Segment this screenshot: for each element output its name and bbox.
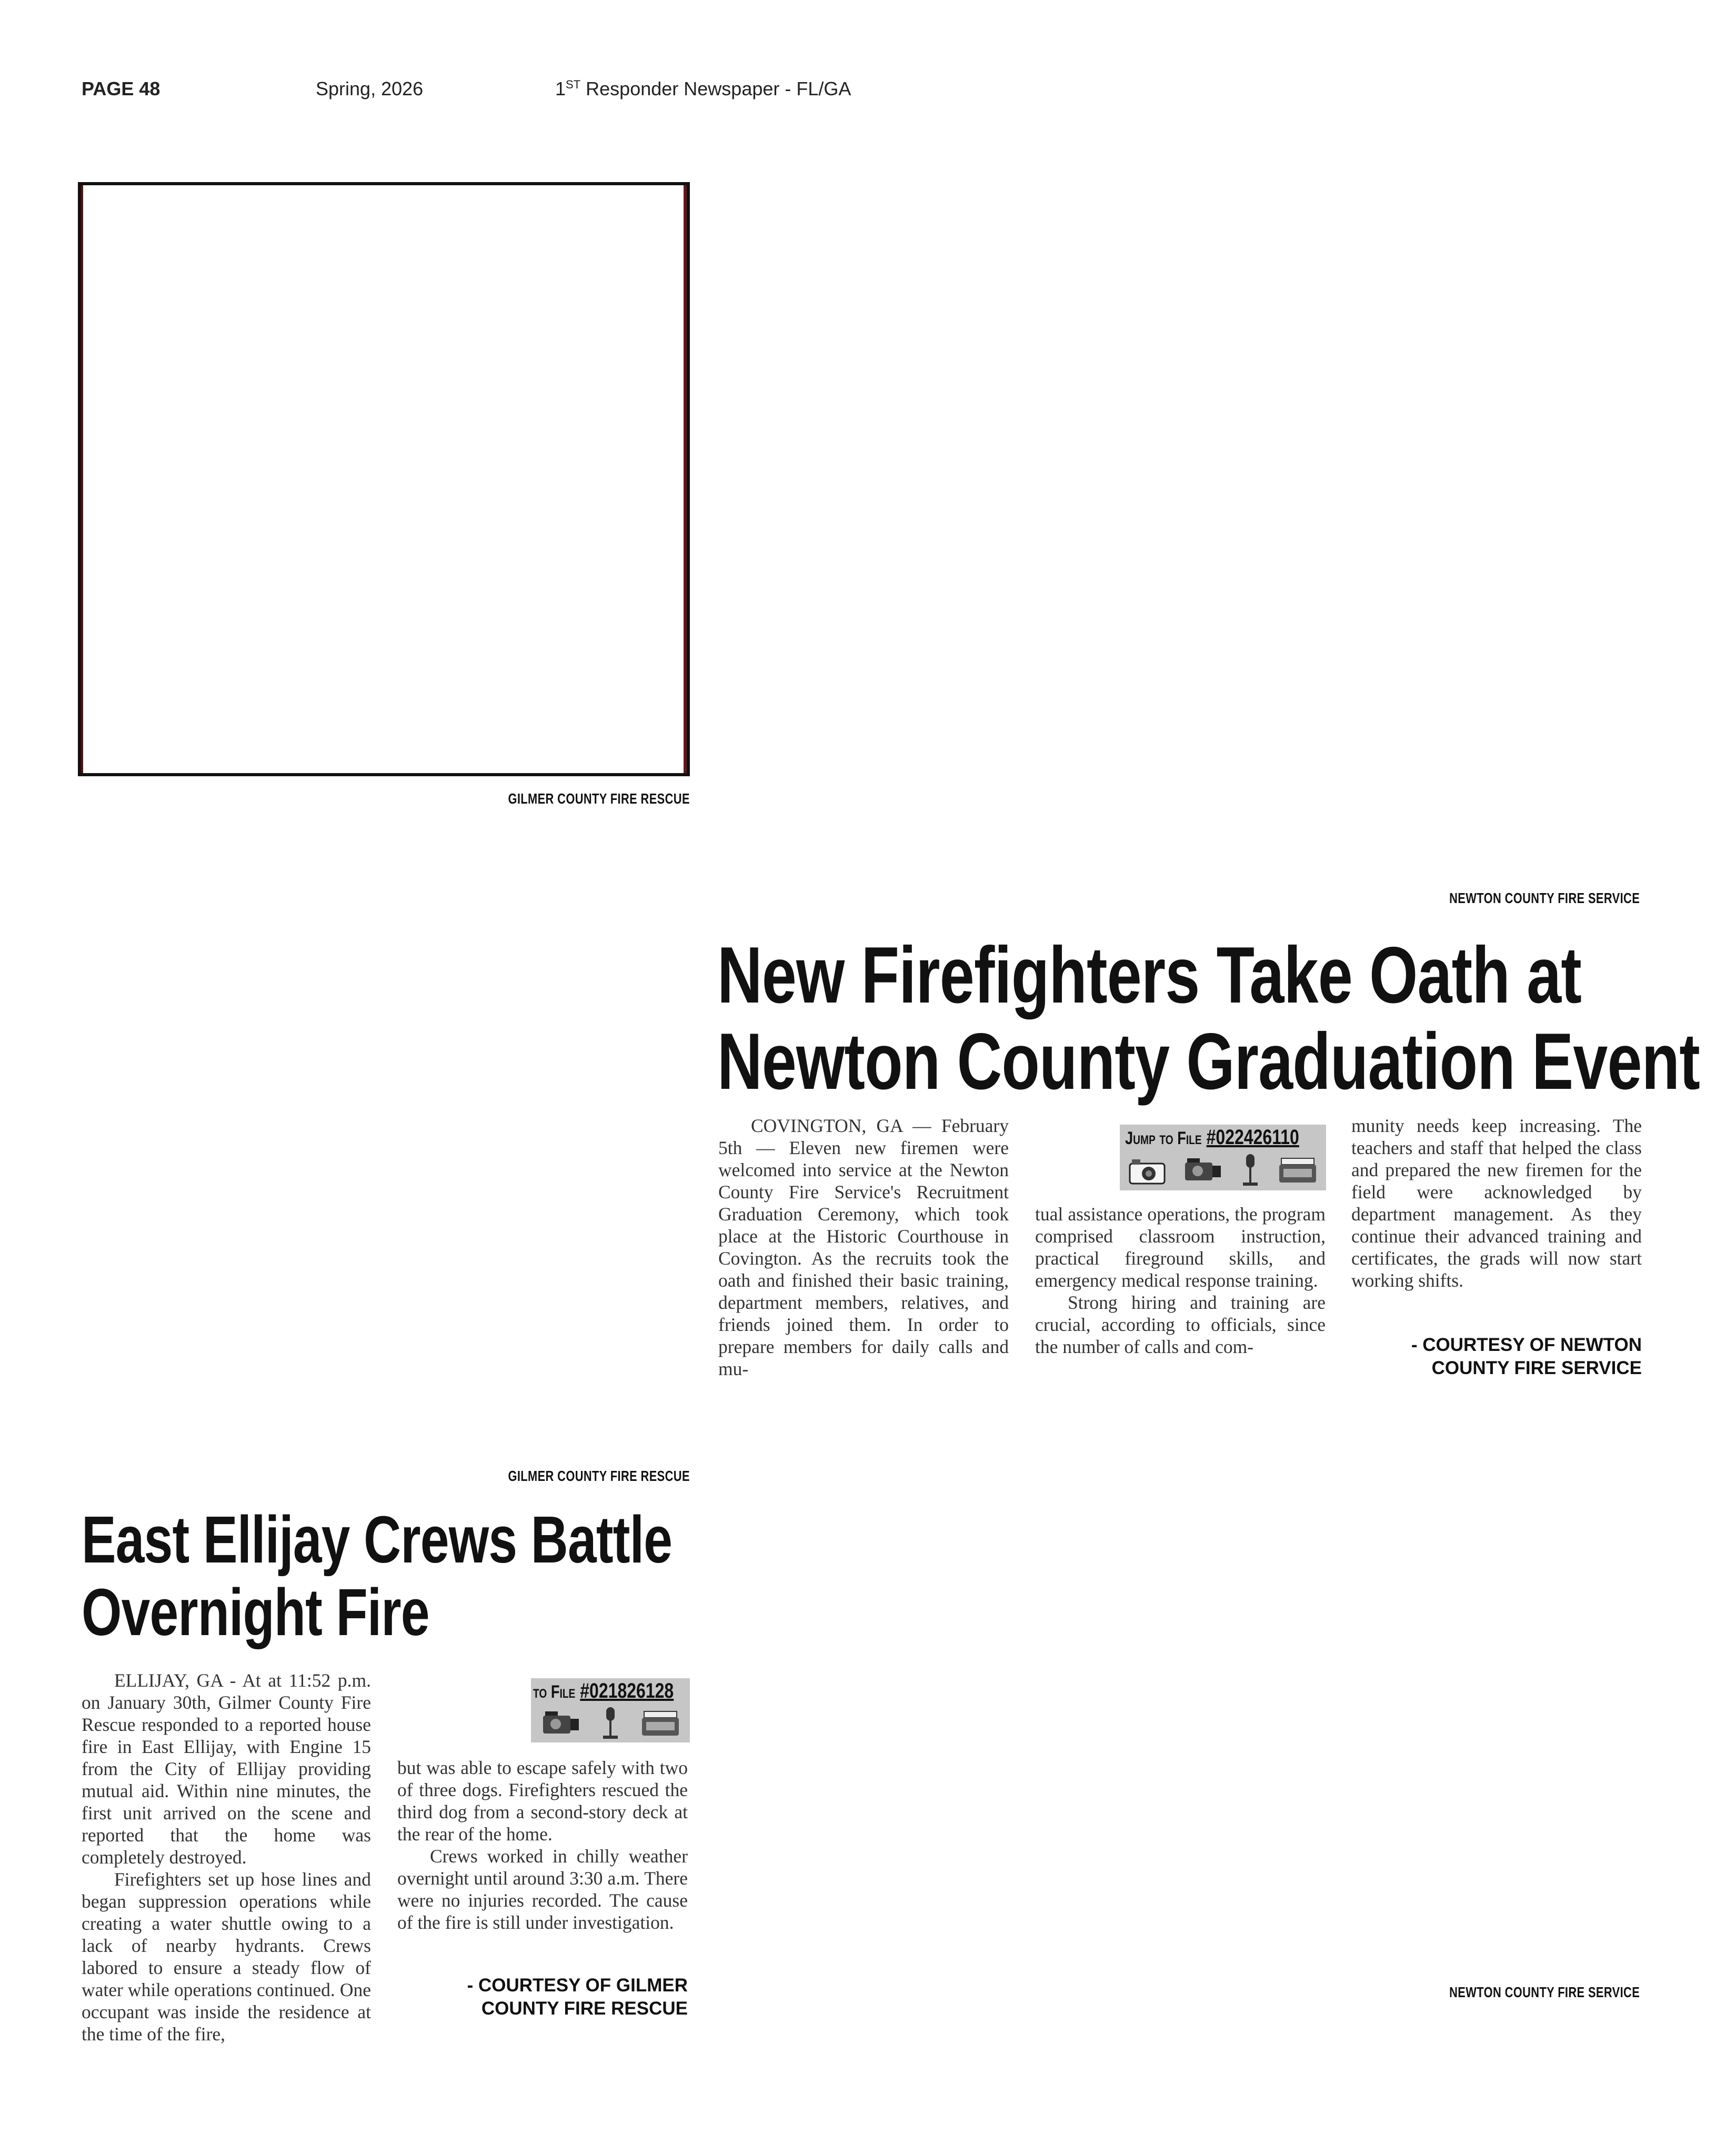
paragraph: Firefighters set up hose lines and began suppression operations while creating a water shuttle owing to a lack of nearby hydrants. Crews labored to ensure a steady flow of water while operations continued. One occupant was inside the residence at the time of the fire, [82,1869,371,2045]
article-kicker: NEWTON COUNTY FIRE SERVICE [1449,890,1640,906]
video-camera-icon [1182,1155,1223,1186]
jump-to-file-badge[interactable] [1120,1125,1326,1190]
article-kicker: GILMER COUNTY FIRE RESCUE [508,1468,690,1484]
headline-line1: New Firefighters Take Oath at [717,930,1582,1020]
article-column-2 [1035,1203,1326,1358]
photo-edge-left [81,185,83,773]
typewriter-icon [1277,1155,1318,1186]
article-courtesy: - COURTESY OF GILMER COUNTY FIRE RESCUE [467,1975,688,2019]
paper-name: 1ST Responder Newspaper - FL/GA [555,78,851,99]
photo-credit: GILMER COUNTY FIRE RESCUE [508,790,690,807]
article-column-1 [82,1669,371,2045]
page-number: PAGE 48 [82,78,160,99]
jump-to-file-label[interactable]: Jump to File #022426110 [1125,1126,1299,1149]
media-icons [1120,1152,1326,1189]
camera-icon [1128,1155,1167,1186]
paragraph: munity needs keep increasing. The teachers and staff that helped the class and prepared the new firemen for the field were acknowledged by department management. As they continue their advanced training and certificates, the grads will now start working shifts. [1351,1115,1642,1291]
microphone-icon [1239,1153,1262,1188]
article-column-1 [718,1115,1009,1380]
photo-credit: NEWTON COUNTY FIRE SERVICE [1449,1984,1640,2000]
paragraph: but was able to escape safely with two of three dogs. Firefighters rescued the third dog from a second-story deck at the rear of the home. [397,1757,688,1845]
article-courtesy: - COURTESY OF NEWTON COUNTY FIRE SERVICE [1411,1335,1642,1378]
jump-to-file-badge[interactable] [531,1678,690,1742]
paragraph: Crews worked in chilly weather overnight until around 3:30 a.m. There were no injuries recorded. The cause of the fire is still under investigation. [397,1846,688,1933]
microphone-icon [599,1706,622,1741]
paragraph: ELLIJAY, GA - At at 11:52 p.m. on January 30th, Gilmer County Fire Rescue responded to a reported house fire in East Ellijay, with Engine 15 from the City of Ellijay providing mutual aid. Within nine minutes, the first unit arrived on the scene and reported that the home was completely destroyed. [82,1670,371,1868]
article-column-3 [1351,1115,1642,1291]
headline-line2: Overnight Fire [82,1575,429,1649]
video-camera-icon [540,1708,581,1739]
photo-frame [78,182,690,776]
headline-line1: East Ellijay Crews Battle [82,1502,673,1577]
paragraph: COVINGTON, GA — February 5th — Eleven new firemen were welcomed into service at the Newton County Fire Service's Recruitment Graduation Ceremony, which took place at the Historic Courthouse in Covington. As the recruits took the oath and finished their basic training, department members, relatives, and friends joined them. In order to prepare members for daily calls and mu- [718,1115,1009,1379]
article-column-2 [397,1757,688,1933]
issue-date: Spring, 2026 [316,78,424,99]
media-icons [531,1706,690,1741]
paragraph: Strong hiring and training are crucial, according to officials, since the number of calls and com- [1035,1292,1326,1357]
headline-line2: Newton County Graduation Event [717,1017,1700,1106]
photo-edge-right [684,185,687,773]
jump-to-file-label[interactable]: to File #021826128 [533,1679,674,1702]
typewriter-icon [640,1708,681,1739]
paragraph: tual assistance operations, the program comprised classroom instruction, practical fireground skills, and emergency medical response training. [1035,1204,1326,1291]
